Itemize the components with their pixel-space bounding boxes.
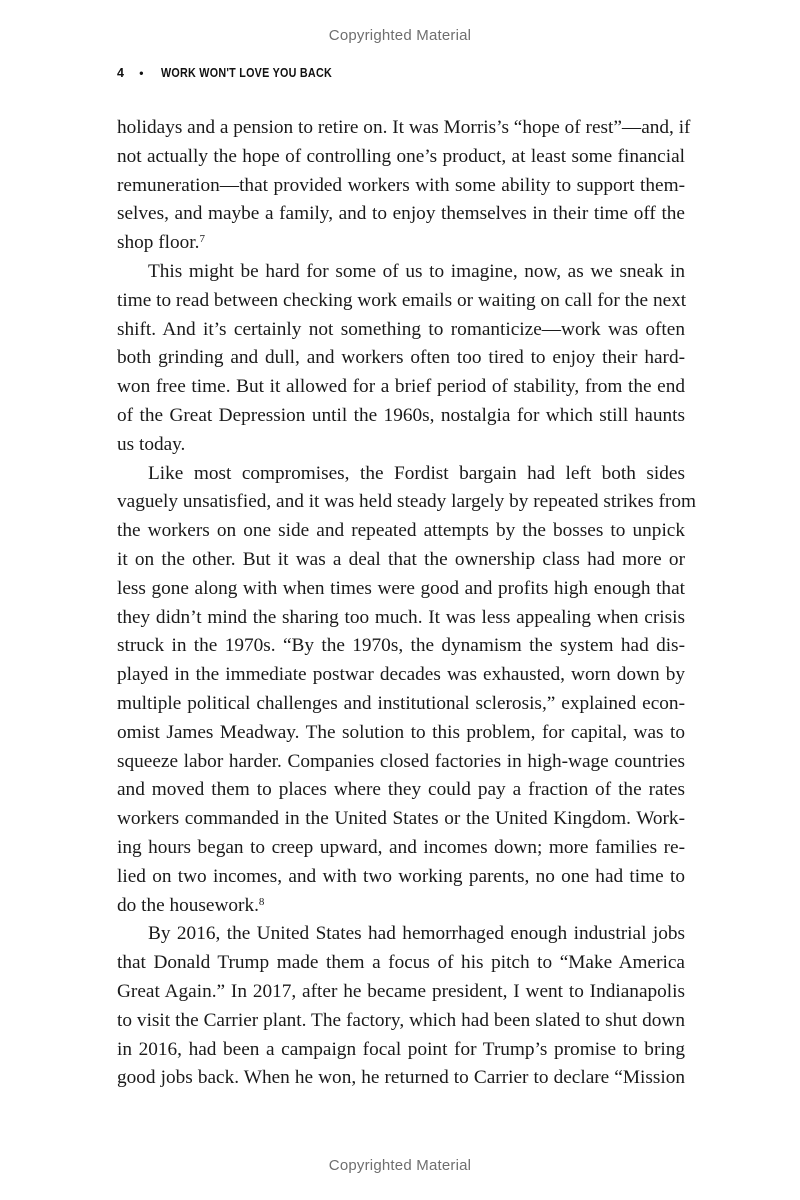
- text-line: selves, and maybe a family, and to enjoy themselves in their time off the: [117, 203, 685, 225]
- copyright-watermark-bottom: Copyrighted Material: [328, 1157, 472, 1174]
- footnote-marker[interactable]: 7: [199, 233, 205, 246]
- text-line: shift. And it’s certainly not something to romanticize—work was often: [117, 318, 685, 340]
- copyright-watermark-top: Copyrighted Material: [328, 27, 472, 44]
- text-line: shop floor.$^7$: [117, 232, 205, 254]
- paragraph: [117, 920, 685, 1093]
- text-line: and moved them to places where they could pay a fraction of the rates: [117, 779, 685, 801]
- text-line: do the housework.$^8$: [117, 894, 265, 916]
- text-line: played in the immediate postwar decades was exhausted, worn down by: [117, 664, 685, 686]
- text-line: remuneration—that provided workers with some ability to support them-: [117, 174, 685, 196]
- paragraph: [117, 114, 691, 258]
- text-line: omist James Meadway. The solution to this problem, for capital, was to: [117, 721, 685, 743]
- text-line: to visit the Carrier plant. The factory, which had been slated to shut down: [117, 1009, 685, 1031]
- text-line: less gone along with when times were good and profits high enough that: [117, 577, 685, 599]
- footnote-marker[interactable]: 8: [258, 895, 265, 908]
- text-line: it on the other. But it was a deal that the ownership class had more or: [117, 548, 685, 570]
- header-bullet: •: [139, 66, 144, 80]
- running-head: [117, 66, 360, 80]
- text-line: struck in the 1970s. “By the 1970s, the dynamism the system had dis-: [117, 635, 685, 657]
- text-line: By 2016, the United States had hemorrhaged enough industrial jobs: [148, 923, 685, 945]
- text-line: won free time. But it allowed for a brief period of stability, from the end: [117, 376, 685, 398]
- text-line: lied on two incomes, and with two working parents, no one had time to: [117, 865, 685, 887]
- text-line: ing hours began to creep upward, and incomes down; more families re-: [117, 836, 685, 858]
- body-text: [117, 114, 696, 1093]
- text-line: holidays and a pension to retire on. It was Morris’s “hope of rest”—and, if: [117, 117, 691, 138]
- text-line: they didn’t mind the sharing too much. It was less appealing when crisis: [117, 606, 685, 628]
- text-line: Great Again.” In 2017, after he became president, I went to Indianapolis: [117, 980, 685, 1002]
- text-line: us today.: [117, 433, 186, 455]
- text-line: not actually the hope of controlling one’s product, at least some financial: [117, 145, 685, 167]
- text-line: multiple political challenges and institutional sclerosis,” explained econ-: [117, 692, 685, 714]
- text-line: that Donald Trump made them a focus of his pitch to “Make America: [117, 952, 685, 974]
- text-line: Like most compromises, the Fordist bargain had left both sides: [148, 462, 685, 484]
- text-line: workers commanded in the United States or the United Kingdom. Work-: [117, 808, 685, 830]
- text-line: This might be hard for some of us to imagine, now, as we sneak in: [148, 260, 685, 282]
- book-title: WORK WON'T LOVE YOU BACK: [160, 66, 332, 80]
- page-number: 4: [117, 66, 125, 80]
- text-line: of the Great Depression until the 1960s, nostalgia for which still haunts: [117, 404, 685, 426]
- text-line: in 2016, had been a campaign focal point for Trump’s promise to bring: [117, 1038, 685, 1060]
- text-line: good jobs back. When he won, he returned to Carrier to declare “Mission: [117, 1067, 685, 1089]
- text-line: the workers on one side and repeated attempts by the bosses to unpick: [117, 520, 685, 542]
- text-line: time to read between checking work emails or waiting on call for the next: [117, 289, 687, 311]
- text-line: squeeze labor harder. Companies closed factories in high-wage countries: [117, 750, 685, 772]
- paragraph: [117, 460, 696, 921]
- text-line: vaguely unsatisfied, and it was held steady largely by repeated strikes from: [117, 491, 696, 513]
- paragraph: [117, 258, 685, 460]
- text-line: both grinding and dull, and workers often too tired to enjoy their hard-: [117, 347, 685, 369]
